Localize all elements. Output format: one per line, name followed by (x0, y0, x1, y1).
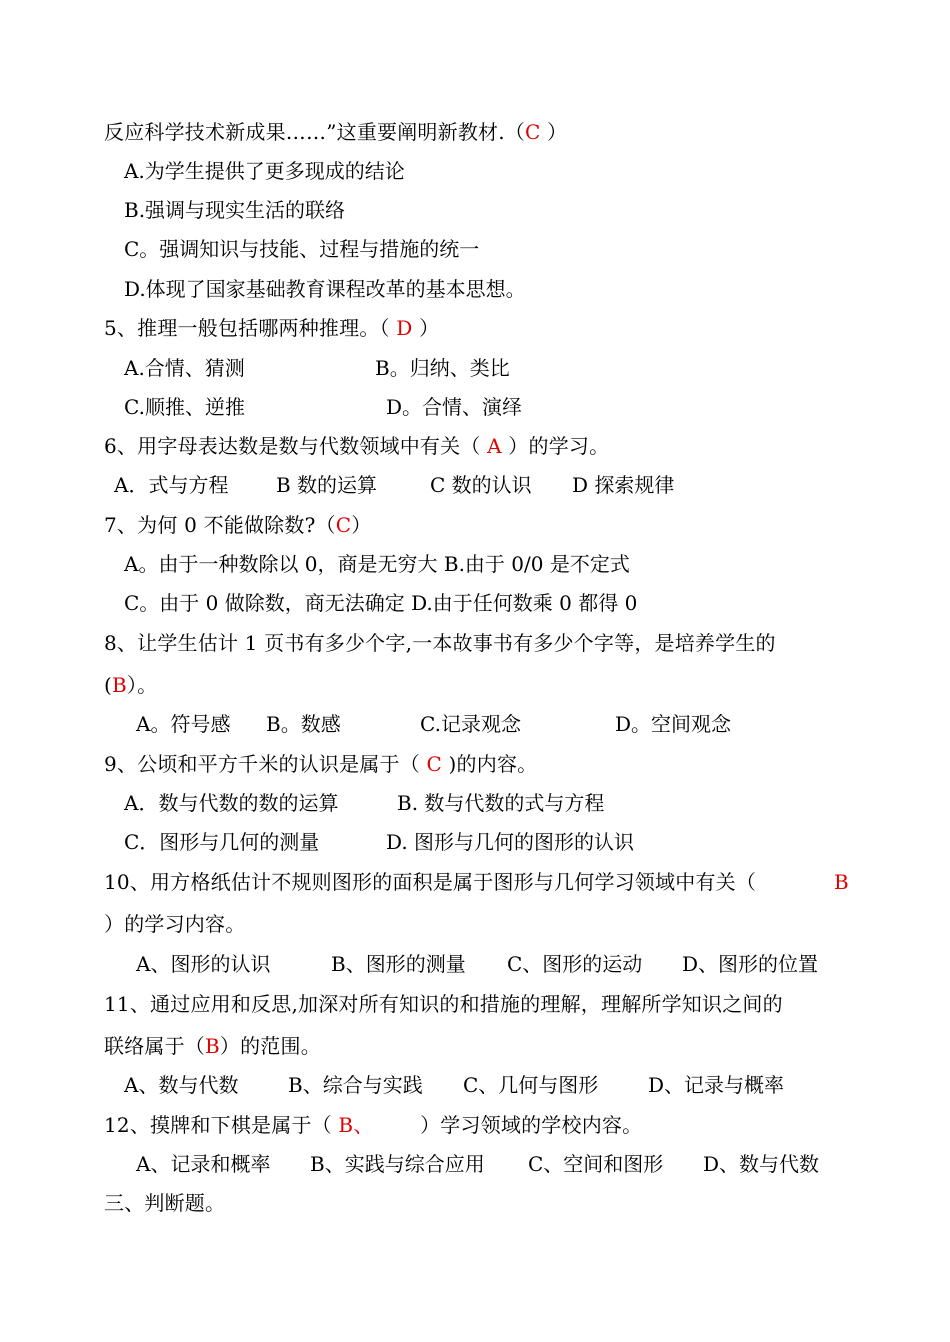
option-d: D.体现了国家基础教育课程改革的基本思想。 (124, 277, 526, 301)
question-5-stem: 5、推理一般包括哪两种推理。（ D ） (104, 316, 440, 340)
option-b: B、综合与实践 (288, 1073, 423, 1097)
option-b: B. 数与代数的式与方程 (397, 791, 605, 815)
question-4-stem: 反应科学技术新成果……”这重要阐明新教材.（C ） (104, 120, 568, 144)
answer-mark: B (834, 870, 849, 894)
option-b: B、图形的测量 (331, 952, 466, 976)
option-cd: C。由于 0 做除数，商无法确定 D.由于任何数乘 0 都得 0 (124, 591, 638, 615)
option-c: C.记录观念 (420, 712, 521, 736)
option-b: B、实践与综合应用 (310, 1152, 485, 1176)
option-c: C、图形的运动 (507, 952, 643, 976)
option-d: D、记录与概率 (648, 1073, 785, 1097)
option-a: A.合情、猜测 (124, 356, 245, 380)
answer-mark: D (396, 316, 413, 340)
answer-mark: C (335, 513, 352, 537)
question-7-stem: 7、为何 0 不能做除数?（C） (104, 513, 372, 537)
section-3-heading: 三、判断题。 (104, 1191, 226, 1215)
option-a: A.为学生提供了更多现成的结论 (124, 159, 405, 183)
question-6-stem: 6、用字母表达数是数与代数领域中有关（ A ）的学习。 (104, 434, 610, 458)
option-a: A、图形的认识 (136, 952, 271, 976)
option-b: B。归纳、类比 (375, 356, 510, 380)
option-a: A．数与代数的数的运算 (124, 791, 339, 815)
option-d: D 探索规律 (572, 473, 675, 497)
option-b: B 数的运算 (276, 473, 378, 497)
option-b: B。数感 (266, 712, 341, 736)
option-c: C．图形与几何的测量 (124, 830, 320, 854)
question-8-stem-cont: (B）。 (104, 673, 158, 697)
option-d: D。合情、演绎 (386, 395, 523, 419)
answer-mark: C (426, 752, 442, 776)
option-a: A、数与代数 (124, 1073, 239, 1097)
option-d: D、数与代数 (703, 1152, 820, 1176)
option-b: B.强调与现实生活的联络 (124, 198, 346, 222)
option-c: C。强调知识与技能、过程与措施的统一 (124, 237, 480, 261)
option-d: D、图形的位置 (682, 952, 819, 976)
question-10-stem: 10、用方格纸估计不规则图形的面积是属于图形与几何学习领域中有关（ (104, 870, 757, 894)
option-a: A。符号感 (136, 712, 231, 736)
question-10-stem-cont: ）的学习内容。 (104, 912, 246, 936)
answer-mark: B (112, 673, 127, 697)
option-ab: A。由于一种数除以 0，商是无穷大 B.由于 0/0 是不定式 (124, 552, 630, 576)
option-a: A．式与方程 (114, 473, 229, 497)
question-12-stem: 12、摸牌和下棋是属于（ B、 ）学习领域的学校内容。 (104, 1113, 643, 1137)
option-d: D. 图形与几何的图形的认识 (386, 830, 635, 854)
option-c: C 数的认识 (430, 473, 532, 497)
option-c: C、几何与图形 (463, 1073, 599, 1097)
answer-mark: A (487, 434, 502, 458)
answer-mark: C (524, 120, 541, 144)
question-11-stem: 11、通过应用和反思,加深对所有知识的和措施的理解，理解所学知识之间的 (104, 992, 783, 1016)
answer-mark: B、 (338, 1113, 374, 1137)
option-c: C.顺推、逆推 (124, 395, 245, 419)
option-c: C、空间和图形 (528, 1152, 664, 1176)
question-9-stem: 9、公顷和平方千米的认识是属于（ C )的内容。 (104, 752, 538, 776)
question-8-stem: 8、让学生估计 1 页书有多少个字,一本故事书有多少个字等，是培养学生的 (104, 631, 776, 655)
option-d: D。空间观念 (615, 712, 732, 736)
answer-mark: B (205, 1034, 220, 1058)
question-11-stem-cont: 联络属于（B）的范围。 (104, 1034, 321, 1058)
option-a: A、记录和概率 (136, 1152, 271, 1176)
